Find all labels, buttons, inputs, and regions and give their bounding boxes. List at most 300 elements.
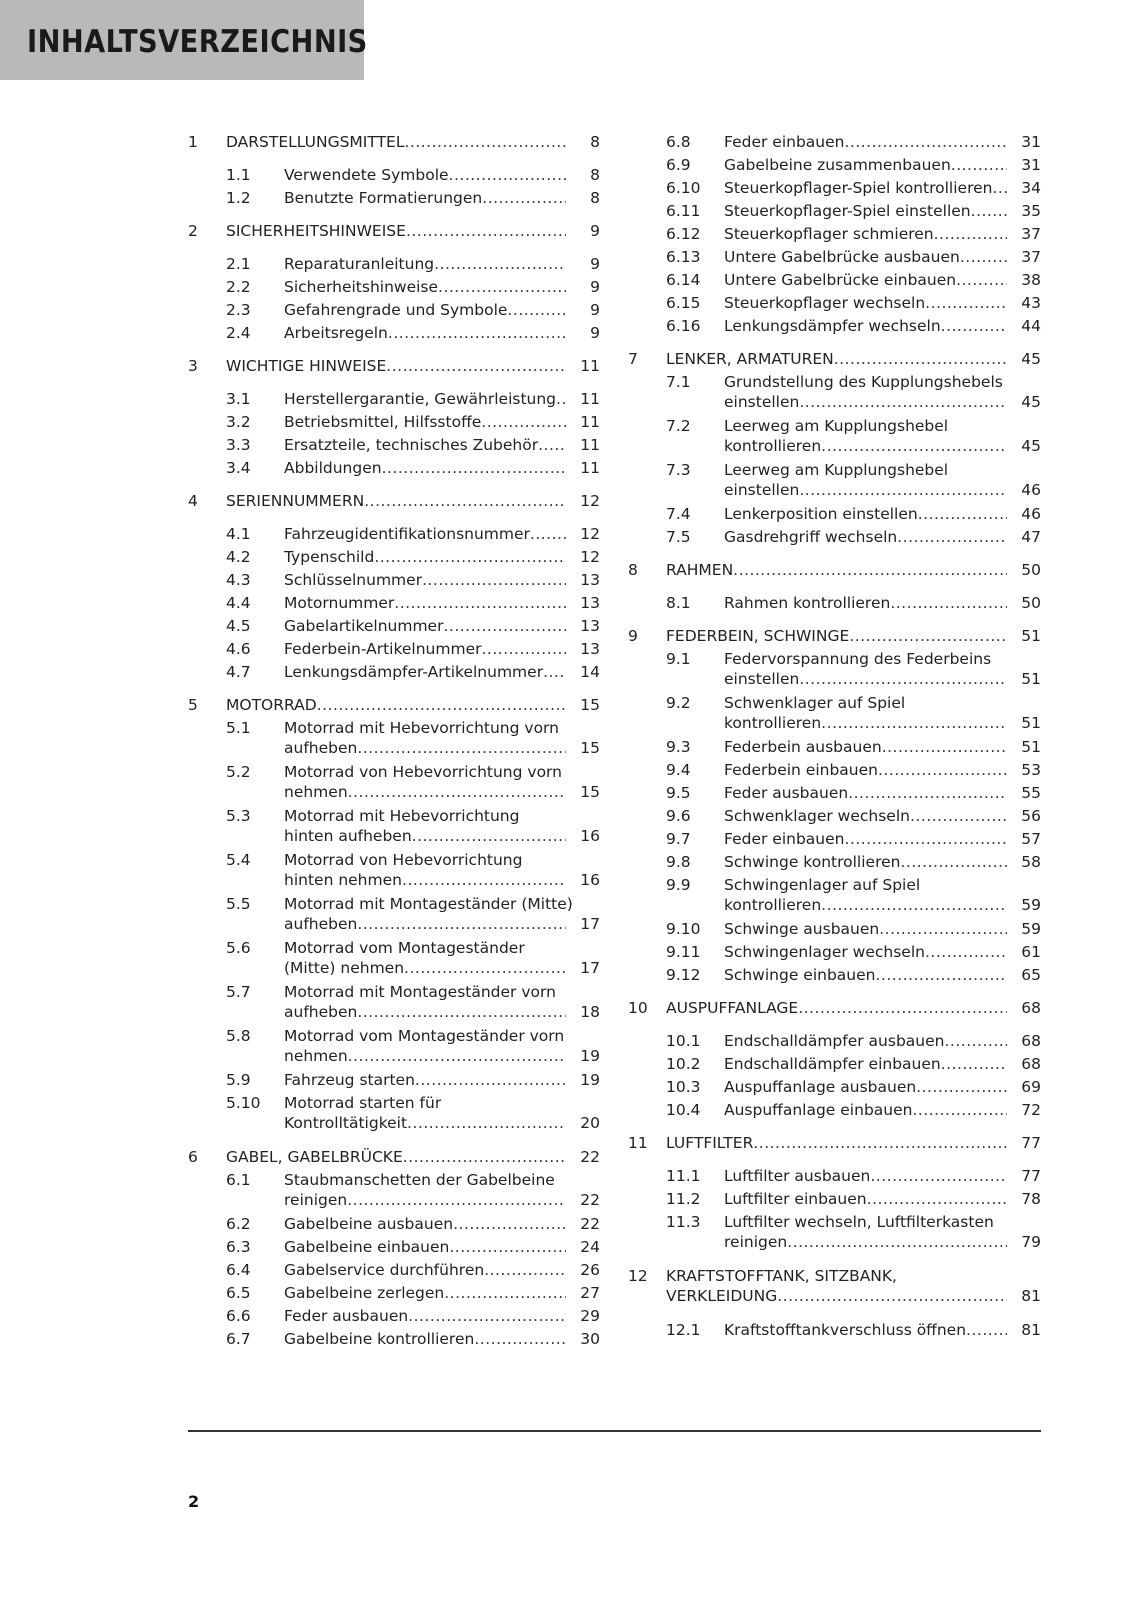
entry-page-number: 24 xyxy=(580,1238,600,1256)
toc-section-entry[interactable] xyxy=(188,1304,600,1327)
toc-chapter-entry[interactable] xyxy=(188,219,600,242)
toc-chapter-entry[interactable] xyxy=(628,558,1041,581)
entry-title: Steuerkopflager schmieren xyxy=(724,225,934,243)
entry-page-number: 78 xyxy=(1021,1190,1041,1208)
toc-chapter-entry[interactable] xyxy=(188,693,600,716)
toc-section-entry[interactable] xyxy=(628,1098,1041,1121)
entry-page-number: 15 xyxy=(580,696,600,714)
dot-leader xyxy=(912,1100,1007,1120)
dot-leader xyxy=(867,1189,1007,1209)
entry-title-line xyxy=(666,998,1041,1018)
entry-number: 1.1 xyxy=(226,166,251,184)
entry-title-line xyxy=(284,738,600,758)
toc-section-entry[interactable] xyxy=(628,1187,1041,1210)
toc-section-entry[interactable] xyxy=(188,716,600,760)
entry-title-cell xyxy=(284,458,600,478)
entry-page-number: 9 xyxy=(590,301,600,319)
toc-section-entry[interactable] xyxy=(188,1281,600,1304)
toc-section-entry[interactable] xyxy=(628,781,1041,804)
dot-leader xyxy=(799,480,1007,500)
entry-title-cell xyxy=(226,356,600,376)
toc-section-entry[interactable] xyxy=(188,456,600,479)
entry-page-number: 35 xyxy=(1021,202,1041,220)
entry-page-number: 8 xyxy=(590,189,600,207)
entry-title: Schwenklager wechseln xyxy=(724,807,910,825)
entry-number: 7.2 xyxy=(666,417,691,435)
toc-chapter-entry[interactable] xyxy=(188,489,600,512)
entry-title: Steuerkopflager-Spiel kontrollieren xyxy=(724,179,993,197)
entry-title-line xyxy=(284,570,600,590)
toc-section-entry[interactable] xyxy=(188,545,600,568)
entry-title: Gabelbeine zerlegen xyxy=(284,1284,445,1302)
dot-leader xyxy=(870,1166,1007,1186)
entry-title: Schlüsselnummer xyxy=(284,571,423,589)
entry-number: 6 xyxy=(188,1148,198,1166)
entry-title: MOTORRAD xyxy=(226,696,317,714)
entry-title-line xyxy=(284,524,600,544)
dot-leader xyxy=(753,1133,1007,1153)
toc-section-entry[interactable] xyxy=(188,760,600,804)
entry-number: 11.3 xyxy=(666,1213,701,1231)
entry-title-cell xyxy=(724,806,1041,826)
entry-number: 6.1 xyxy=(226,1171,251,1189)
entry-number: 7.5 xyxy=(666,528,691,546)
entry-title-line xyxy=(724,1100,1041,1120)
dot-leader xyxy=(347,1190,566,1210)
entry-title-line xyxy=(284,593,600,613)
toc-section-entry[interactable] xyxy=(628,370,1041,414)
entry-title-line xyxy=(666,560,1041,580)
entry-number: 10.1 xyxy=(666,1032,701,1050)
entry-title-cell xyxy=(226,221,600,241)
entry-title-line xyxy=(284,616,600,636)
dot-leader xyxy=(443,616,566,636)
entry-title-line xyxy=(284,389,600,409)
entry-number: 5.6 xyxy=(226,939,251,957)
toc-section-entry[interactable] xyxy=(188,275,600,298)
dot-leader xyxy=(882,737,1007,757)
entry-number: 2.1 xyxy=(226,255,251,273)
toc-section-entry[interactable] xyxy=(188,1168,600,1212)
entry-number: 5.10 xyxy=(226,1094,261,1112)
entry-title-line1: Motorrad mit Hebevorrichtung vorn xyxy=(284,719,559,737)
toc-section-entry[interactable] xyxy=(188,980,600,1024)
entry-number: 10.2 xyxy=(666,1055,701,1073)
entry-page-number: 22 xyxy=(580,1191,600,1209)
entry-page-number: 17 xyxy=(580,959,600,977)
toc-chapter-entry[interactable] xyxy=(628,1131,1041,1154)
entry-title-line xyxy=(284,958,600,978)
entry-title-line1: Schwenklager auf Spiel xyxy=(724,694,906,712)
entry-page-number: 51 xyxy=(1021,627,1041,645)
toc-section-entry[interactable] xyxy=(628,525,1041,548)
dot-leader xyxy=(406,221,566,241)
entry-title-line xyxy=(226,221,600,241)
dot-leader xyxy=(543,662,566,682)
entry-title-line1: Luftfilter wechseln, Luftfilterkasten xyxy=(724,1213,994,1231)
entry-title-cell xyxy=(724,1320,1041,1340)
entry-title: Fahrzeugidentifikationsnummer xyxy=(284,525,530,543)
toc-section-entry[interactable] xyxy=(628,850,1041,873)
toc-chapter-entry[interactable] xyxy=(628,996,1041,1019)
entry-number: 2.3 xyxy=(226,301,251,319)
entry-title-line xyxy=(724,270,1041,290)
entry-title-line1: Motorrad mit Hebevorrichtung xyxy=(284,807,520,825)
entry-title: Luftfilter ausbauen xyxy=(724,1167,871,1185)
toc-section-entry[interactable] xyxy=(628,1164,1041,1187)
entry-number: 9.2 xyxy=(666,694,691,712)
entry-number: 5.5 xyxy=(226,895,251,913)
entry-number: 5.8 xyxy=(226,1027,251,1045)
toc-chapter-entry[interactable] xyxy=(628,624,1041,647)
entry-page-number: 45 xyxy=(1021,350,1041,368)
footer-rule xyxy=(188,1430,1041,1432)
dot-leader xyxy=(422,570,566,590)
entry-title-cell xyxy=(284,662,600,682)
entry-title-line xyxy=(284,1306,600,1326)
entry-number: 3 xyxy=(188,357,198,375)
entry-title-line xyxy=(226,356,600,376)
entry-title-cell xyxy=(284,938,600,978)
entry-title-line xyxy=(226,1147,600,1167)
toc-chapter-entry[interactable] xyxy=(628,347,1041,370)
entry-title: Federbein-Artikelnummer xyxy=(284,640,482,658)
toc-section-entry[interactable] xyxy=(628,245,1041,268)
entry-page-number: 65 xyxy=(1021,966,1041,984)
dot-leader xyxy=(925,942,1007,962)
dot-leader xyxy=(404,958,566,978)
entry-number: 8.1 xyxy=(666,594,691,612)
toc-section-entry[interactable] xyxy=(188,637,600,660)
entry-number: 10.3 xyxy=(666,1078,701,1096)
dot-leader xyxy=(900,852,1007,872)
entry-number: 5.1 xyxy=(226,719,251,737)
toc-chapter-entry[interactable] xyxy=(188,354,600,377)
dot-leader xyxy=(960,247,1007,267)
toc-section-entry[interactable] xyxy=(628,268,1041,291)
entry-title: DARSTELLUNGSMITTEL xyxy=(226,133,405,151)
toc-section-entry[interactable] xyxy=(188,936,600,980)
entry-number: 4.3 xyxy=(226,571,251,589)
toc-section-entry[interactable] xyxy=(628,1318,1041,1341)
toc-chapter-entry[interactable] xyxy=(628,1264,1041,1308)
entry-title-cell xyxy=(724,460,1041,500)
toc-section-entry[interactable] xyxy=(188,522,600,545)
entry-page-number: 45 xyxy=(1021,437,1041,455)
entry-title: Feder einbauen xyxy=(724,830,845,848)
entry-title-cell xyxy=(226,132,600,152)
entry-page-number: 18 xyxy=(580,1003,600,1021)
dot-leader xyxy=(934,224,1007,244)
entry-title-line xyxy=(666,626,1041,646)
entry-number: 9.12 xyxy=(666,966,701,984)
entry-number: 9.5 xyxy=(666,784,691,802)
dot-leader xyxy=(966,1320,1007,1340)
entry-title-line xyxy=(284,1260,600,1280)
entry-page-number: 11 xyxy=(580,459,600,477)
entry-page-number: 47 xyxy=(1021,528,1041,546)
entry-title-line xyxy=(284,870,600,890)
toc-section-entry[interactable] xyxy=(628,758,1041,781)
entry-title-cell xyxy=(284,1306,600,1326)
entry-number: 6.15 xyxy=(666,294,701,312)
entry-number: 9.9 xyxy=(666,876,691,894)
entry-page-number: 27 xyxy=(580,1284,600,1302)
entry-number: 4.6 xyxy=(226,640,251,658)
toc-section-entry[interactable] xyxy=(188,387,600,410)
entry-number: 10.4 xyxy=(666,1101,701,1119)
dot-leader xyxy=(386,356,566,376)
entry-title-line xyxy=(284,165,600,185)
dot-leader xyxy=(799,392,1007,412)
entry-title-line xyxy=(724,201,1041,221)
entry-title-line1: Staubmanschetten der Gabelbeine xyxy=(284,1171,555,1189)
entry-page-number: 9 xyxy=(590,222,600,240)
dot-leader xyxy=(777,1286,1007,1306)
dot-leader xyxy=(357,738,566,758)
entry-number: 5.4 xyxy=(226,851,251,869)
toc-section-entry[interactable] xyxy=(628,873,1041,917)
entry-title: Schwingenlager wechseln xyxy=(724,943,925,961)
entry-title-line xyxy=(724,1054,1041,1074)
entry-page-number: 19 xyxy=(580,1047,600,1065)
entry-number: 6.13 xyxy=(666,248,701,266)
entry-number: 6.10 xyxy=(666,179,701,197)
entry-title-line xyxy=(284,547,600,567)
toc-section-entry[interactable] xyxy=(628,963,1041,986)
entry-title-line xyxy=(724,713,1041,733)
dot-leader xyxy=(849,626,1007,646)
entry-page-number: 69 xyxy=(1021,1078,1041,1096)
toc-section-entry[interactable] xyxy=(188,1091,600,1135)
entry-page-number: 77 xyxy=(1021,1134,1041,1152)
toc-section-entry[interactable] xyxy=(188,1327,600,1350)
entry-number: 9.11 xyxy=(666,943,701,961)
entry-title-cell xyxy=(724,942,1041,962)
entry-title-cell xyxy=(724,1054,1041,1074)
entry-title-line xyxy=(724,247,1041,267)
entry-title-line1: Motorrad starten für xyxy=(284,1094,442,1112)
entry-number: 5.2 xyxy=(226,763,251,781)
toc-section-entry[interactable] xyxy=(188,321,600,344)
toc-section-entry[interactable] xyxy=(628,691,1041,735)
toc-section-entry[interactable] xyxy=(628,1029,1041,1052)
dot-leader xyxy=(382,458,566,478)
dot-leader xyxy=(879,919,1007,939)
entry-page-number: 16 xyxy=(580,827,600,845)
entry-title-line xyxy=(724,316,1041,336)
entry-page-number: 22 xyxy=(580,1215,600,1233)
entry-number: 3.4 xyxy=(226,459,251,477)
entry-page-number: 59 xyxy=(1021,896,1041,914)
toc-section-entry[interactable] xyxy=(628,1052,1041,1075)
entry-title: Steuerkopflager wechseln xyxy=(724,294,926,312)
toc-section-entry[interactable] xyxy=(628,222,1041,245)
toc-section-entry[interactable] xyxy=(188,892,600,936)
entry-number: 5.7 xyxy=(226,983,251,1001)
entry-title-line xyxy=(284,1283,600,1303)
entry-number: 6.4 xyxy=(226,1261,251,1279)
entry-title-cell xyxy=(284,806,600,846)
dot-leader xyxy=(357,1002,566,1022)
dot-leader xyxy=(844,829,1007,849)
toc-chapter-entry[interactable] xyxy=(188,130,600,153)
entry-title-line xyxy=(284,1237,600,1257)
entry-title-cell xyxy=(724,760,1041,780)
toc-section-entry[interactable] xyxy=(188,186,600,209)
toc-section-entry[interactable] xyxy=(628,502,1041,525)
toc-chapter-entry[interactable] xyxy=(188,1145,600,1168)
toc-section-entry[interactable] xyxy=(628,291,1041,314)
entry-title-cell xyxy=(724,919,1041,939)
entry-page-number: 45 xyxy=(1021,393,1041,411)
toc-section-entry[interactable] xyxy=(188,1024,600,1068)
entry-title: Kraftstofftankverschluss öffnen xyxy=(724,1321,967,1339)
toc-section-entry[interactable] xyxy=(628,176,1041,199)
entry-page-number: 8 xyxy=(590,166,600,184)
entry-title: Feder einbauen xyxy=(724,133,845,151)
entry-title-cell xyxy=(724,965,1041,985)
dot-leader xyxy=(910,806,1007,826)
entry-title-cell xyxy=(284,524,600,544)
entry-number: 12 xyxy=(628,1267,648,1285)
entry-title-line xyxy=(724,155,1041,175)
entry-title-cell xyxy=(284,412,600,432)
toc-section-entry[interactable] xyxy=(628,591,1041,614)
toc-section-entry[interactable] xyxy=(628,735,1041,758)
entry-title: Feder ausbauen xyxy=(284,1307,409,1325)
toc-section-entry[interactable] xyxy=(628,414,1041,458)
entry-page-number: 13 xyxy=(580,571,600,589)
toc-section-entry[interactable] xyxy=(628,917,1041,940)
toc-section-entry[interactable] xyxy=(188,804,600,848)
entry-title: kontrollieren xyxy=(724,714,822,732)
toc-section-entry[interactable] xyxy=(188,298,600,321)
entry-title-line xyxy=(284,1002,600,1022)
toc-section-entry[interactable] xyxy=(188,163,600,186)
entry-number: 4.2 xyxy=(226,548,251,566)
entry-title-cell xyxy=(226,1147,600,1167)
entry-title: nehmen xyxy=(284,1047,348,1065)
entry-page-number: 11 xyxy=(580,413,600,431)
dot-leader xyxy=(415,1070,566,1090)
toc-section-entry[interactable] xyxy=(628,647,1041,691)
toc-section-entry[interactable] xyxy=(188,1068,600,1091)
entry-title-line xyxy=(226,695,600,715)
entry-page-number: 38 xyxy=(1021,271,1041,289)
toc-section-entry[interactable] xyxy=(188,1258,600,1281)
dot-leader xyxy=(474,1329,566,1349)
entry-number: 2 xyxy=(188,222,198,240)
toc-section-entry[interactable] xyxy=(188,433,600,456)
entry-page-number: 68 xyxy=(1021,1032,1041,1050)
entry-title-cell xyxy=(724,155,1041,175)
entry-title-cell xyxy=(284,188,600,208)
entry-page-number: 50 xyxy=(1021,561,1041,579)
entry-title-cell xyxy=(284,616,600,636)
entry-number: 6.11 xyxy=(666,202,701,220)
entry-title-cell xyxy=(724,416,1041,456)
toc-section-entry[interactable] xyxy=(188,410,600,433)
toc-section-entry[interactable] xyxy=(628,804,1041,827)
entry-title: Reparaturanleitung xyxy=(284,255,435,273)
entry-title: VERKLEIDUNG xyxy=(666,1287,778,1305)
toc-section-entry[interactable] xyxy=(188,252,600,275)
entry-page-number: 9 xyxy=(590,255,600,273)
entry-title-line xyxy=(724,1320,1041,1340)
entry-title-line xyxy=(724,504,1041,524)
toc-section-entry[interactable] xyxy=(628,130,1041,153)
toc-section-entry[interactable] xyxy=(628,458,1041,502)
toc-section-entry[interactable] xyxy=(628,827,1041,850)
toc-section-entry[interactable] xyxy=(628,1075,1041,1098)
dot-leader xyxy=(992,178,1007,198)
toc-section-entry[interactable] xyxy=(628,199,1041,222)
entry-title: Kontrolltätigkeit xyxy=(284,1114,408,1132)
toc-section-entry[interactable] xyxy=(188,1235,600,1258)
toc-section-entry[interactable] xyxy=(628,153,1041,176)
entry-title-cell xyxy=(284,1026,600,1066)
toc-section-entry[interactable] xyxy=(628,940,1041,963)
toc-section-entry[interactable] xyxy=(628,1210,1041,1254)
entry-title-cell xyxy=(724,372,1041,412)
entry-title-cell xyxy=(724,1077,1041,1097)
entry-title-line xyxy=(284,412,600,432)
toc-section-entry[interactable] xyxy=(188,848,600,892)
entry-title-cell xyxy=(284,389,600,409)
entry-title: AUSPUFFANLAGE xyxy=(666,999,799,1017)
entry-number: 8 xyxy=(628,561,638,579)
toc-section-entry[interactable] xyxy=(188,568,600,591)
toc-section-entry[interactable] xyxy=(188,1212,600,1235)
dot-leader xyxy=(348,1046,566,1066)
entry-title: LENKER, ARMATUREN xyxy=(666,350,834,368)
dot-leader xyxy=(449,165,566,185)
entry-title: Endschalldämpfer ausbauen xyxy=(724,1032,945,1050)
entry-title: reinigen xyxy=(724,1233,788,1251)
toc-section-entry[interactable] xyxy=(188,660,600,683)
entry-title-cell xyxy=(284,165,600,185)
entry-page-number: 79 xyxy=(1021,1233,1041,1251)
entry-number: 3.2 xyxy=(226,413,251,431)
entry-title-line xyxy=(284,435,600,455)
entry-title: Gabelbeine einbauen xyxy=(284,1238,450,1256)
entry-title-line xyxy=(284,782,600,802)
entry-title: kontrollieren xyxy=(724,437,822,455)
entry-title-cell xyxy=(666,998,1041,1018)
entry-number: 11.1 xyxy=(666,1167,701,1185)
entry-title-line xyxy=(284,323,600,343)
entry-title: Typenschild xyxy=(284,548,375,566)
entry-title-cell xyxy=(724,783,1041,803)
toc-section-entry[interactable] xyxy=(188,614,600,637)
entry-title-line xyxy=(724,1031,1041,1051)
entry-title-cell xyxy=(284,593,600,613)
entry-page-number: 12 xyxy=(580,548,600,566)
entry-title-line xyxy=(724,737,1041,757)
dot-leader xyxy=(916,1077,1007,1097)
entry-number: 7.1 xyxy=(666,373,691,391)
entry-number: 5.9 xyxy=(226,1071,251,1089)
dot-leader xyxy=(482,639,567,659)
toc-section-entry[interactable] xyxy=(628,314,1041,337)
toc-section-entry[interactable] xyxy=(188,591,600,614)
dot-leader xyxy=(941,1054,1007,1074)
entry-page-number: 13 xyxy=(580,594,600,612)
dot-leader xyxy=(317,695,566,715)
entry-title-line xyxy=(284,1190,600,1210)
dot-leader xyxy=(897,527,1007,547)
